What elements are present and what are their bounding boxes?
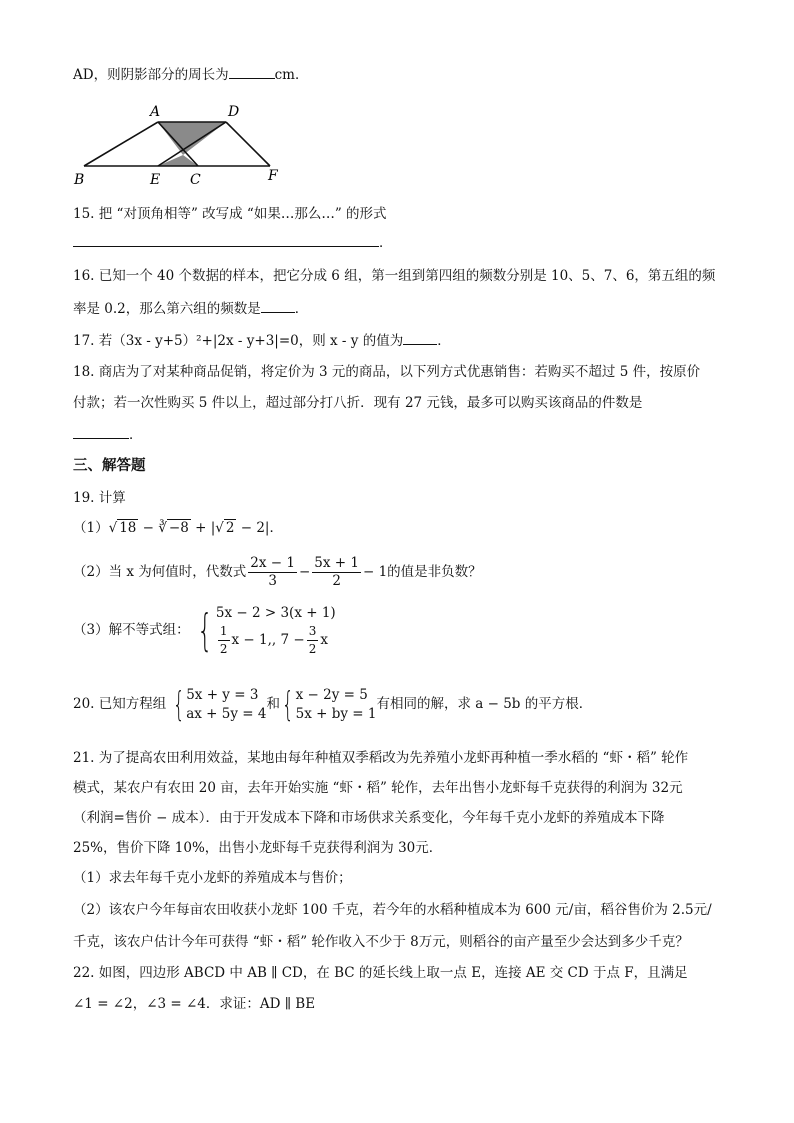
cbrt-neg8: −8 <box>168 520 189 536</box>
q17-end: ． <box>437 333 451 349</box>
sys1-row2: ax + 5y = 4 <box>186 705 267 722</box>
question-20 <box>73 682 592 726</box>
row2-frac2-num: 3 <box>307 623 319 641</box>
left-brace: { <box>197 604 213 656</box>
answer-blank[interactable] <box>73 232 379 247</box>
q16-end: ． <box>294 301 309 317</box>
q15-text: 15. 把 “对顶角相等” 改写成 “如果…那么…” 的形式 <box>73 206 387 222</box>
q18-answer-line <box>73 424 143 445</box>
system-rows <box>296 686 377 724</box>
q14-unit: cm． <box>274 67 309 83</box>
label-d: D <box>228 104 240 120</box>
q19-part1: （1）√ 18 − ∛ −8 + |√ 2 − 2|． <box>73 520 283 536</box>
q18-end: ． <box>129 427 143 443</box>
q20-suffix: 有相同的解，求 a − 5b 的平方根． <box>376 696 593 712</box>
q16-line1: 16. 已知一个 40 个数据的样本，把它分成 6 组，第一组到第四组的频数分别是 10、5、7、6，第五组的频 <box>73 268 716 284</box>
q19-p2-suffix: − 1的值是非负数？ <box>362 564 482 580</box>
shaded-upper <box>158 122 226 155</box>
q19-p1-mid3: − 2|． <box>236 520 283 536</box>
q21-sub2a: （2）该农户今年每亩农田收获小龙虾 100 千克，若今年的水稻种植成本为 600 元/亩，稻谷售价为 2.5元/ <box>73 902 712 918</box>
segment-ab <box>84 122 158 166</box>
q22-line1: 22. 如图，四边形 ABCD 中 AB ∥ CD，在 BC 的延长线上取一点 E，连接 AE 交 CD 于点 F，且满足 <box>73 965 688 981</box>
q19-p1-mid1: − ∛ <box>138 520 167 536</box>
system-row-2 <box>216 623 336 658</box>
question-18-line1 <box>73 362 700 382</box>
minus-sign: − <box>298 564 311 580</box>
row2-end: x <box>320 631 328 648</box>
q21-line3: （利润=售价 − 成本）．由于开发成本下降和市场供求关系变化，今年每千克小龙虾的养殖成本下降 <box>73 810 665 826</box>
question-15 <box>73 204 387 224</box>
label-f: F <box>268 168 278 184</box>
answer-blank[interactable] <box>229 64 275 79</box>
sys2-row2: 5x + by = 1 <box>295 705 377 722</box>
row2-mid: x − 1,, 7 − <box>231 631 305 648</box>
q21-line1: 21. 为了提高农田利用效益，某地由每年种植双季稻改为先养殖小龙虾再种植一季水稻的 “虾・稻” 轮作 <box>73 750 689 766</box>
q21-sub2b: 千克，该农户估计今年可获得 “虾・稻” 轮作收入不少于 8万元，则稻谷的亩产量至少会达到多少千克？ <box>73 934 689 950</box>
system-row-1: 5x − 2 > 3(x + 1) <box>215 604 336 621</box>
q15-end: ． <box>379 235 393 251</box>
segment-df <box>226 122 270 166</box>
q19-p1-prefix: （1） <box>73 520 109 536</box>
frac2-num: 5x + 1 <box>314 555 359 571</box>
answer-blank[interactable] <box>261 298 295 313</box>
q22-line2: ∠1 = ∠2，∠3 = ∠4．求证：AD ∥ BE <box>73 996 316 1012</box>
q17-text: 17. 若（3x - y+5）²+|2x - y+3|=0，则 x - y 的值为 <box>73 333 404 349</box>
sqrt-18: 18 <box>119 520 137 536</box>
q21-line4: 25%，售价下降 10%，出售小龙虾每千克获得利润为 30元． <box>73 840 443 856</box>
left-brace: { <box>172 684 185 725</box>
system-rows <box>216 604 336 658</box>
answer-blank[interactable] <box>403 330 437 345</box>
q19-part3 <box>73 600 336 660</box>
q16-line2: 率是 0.2，那么第六组的频数是 <box>73 301 261 317</box>
sqrt-2: 2 <box>225 520 235 536</box>
q19-p1-mid2: + | <box>190 520 216 536</box>
q15-answer-line <box>73 232 393 253</box>
frac1-den: 3 <box>268 573 277 589</box>
question-18-line2 <box>73 393 642 413</box>
q20-and: 和 <box>266 696 280 712</box>
question-19-title: 19. 计算 <box>73 490 126 506</box>
fraction-1 <box>248 555 297 590</box>
sys2-row1: x − 2y = 5 <box>295 686 368 703</box>
frac1-num: 2x − 1 <box>250 555 295 571</box>
q20-prefix: 20. 已知方程组 <box>73 696 167 712</box>
question-16-line1 <box>73 266 715 286</box>
frac2-den: 2 <box>332 573 341 589</box>
label-c: C <box>190 172 201 188</box>
q19-p2-prefix: （2）当 x 为何值时，代数式 <box>73 564 247 580</box>
q14-tail <box>73 64 308 85</box>
q18-line2: 付款；若一次性购买 5 件以上，超过部分打八折．现有 27 元钱，最多可以购买该商品的件数是 <box>73 395 643 411</box>
q19-p3-prefix: （3）解不等式组： <box>73 622 190 638</box>
row2-frac-den: 2 <box>219 641 228 656</box>
q21-sub1: （1）求去年每千克小龙虾的养殖成本与售价； <box>73 870 352 886</box>
left-brace: { <box>281 684 294 725</box>
equation-system-1 <box>171 686 267 724</box>
q14-text: AD，则阴影部分的周长为 <box>73 67 229 83</box>
q19-part2 <box>73 554 482 590</box>
equation-system-2 <box>280 686 377 724</box>
inequality-system <box>194 604 336 658</box>
label-b: B <box>74 172 85 188</box>
parallelogram-figure <box>70 100 290 190</box>
system-rows <box>186 686 266 724</box>
label-a: A <box>150 104 161 120</box>
question-17 <box>73 330 451 351</box>
question-16-line2 <box>73 298 308 319</box>
row2-frac-num: 1 <box>218 623 230 641</box>
row2-frac2-den: 2 <box>308 641 317 656</box>
label-e: E <box>150 172 161 188</box>
section-heading: 三、解答题 <box>73 457 146 474</box>
q21-line2: 模式，某农户有农田 20 亩，去年开始实施 “虾・稻” 轮作，去年出售小龙虾每千克获得的利润为 32元 <box>73 780 683 796</box>
sys1-row1: 5x + y = 3 <box>186 686 259 703</box>
answer-blank[interactable] <box>73 424 129 439</box>
q18-line1: 18. 商店为了对某种商品促销，将定价为 3 元的商品，以下列方式优惠销售：若购买不超过 5 件，按原价 <box>73 364 701 380</box>
fraction-2 <box>312 555 361 590</box>
